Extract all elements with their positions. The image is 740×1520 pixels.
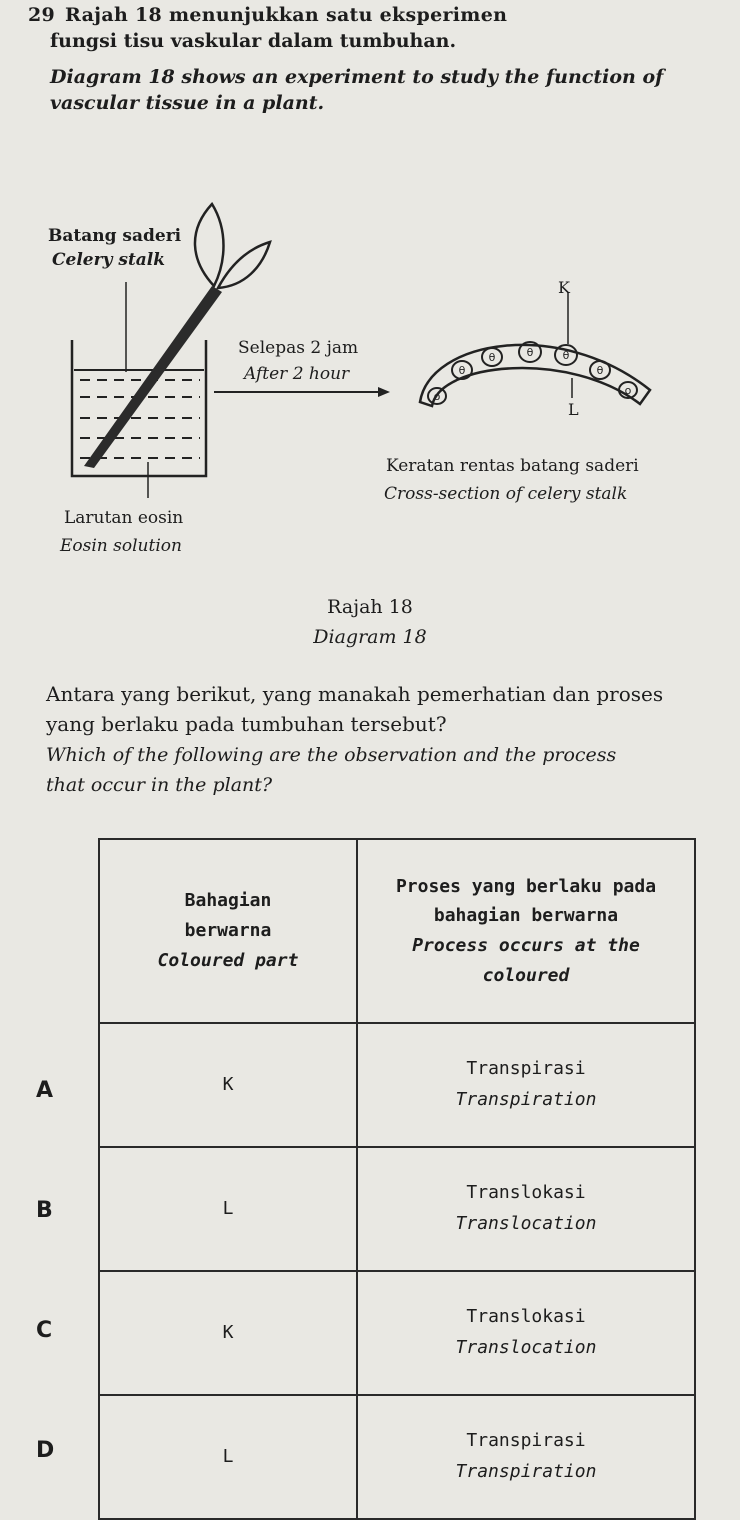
option-a-label[interactable]: A bbox=[36, 1078, 54, 1103]
row-d-process-en: Transpiration bbox=[455, 1461, 597, 1482]
row-a-part: K bbox=[99, 1023, 357, 1147]
arrow-label-ms: Selepas 2 jam bbox=[238, 338, 359, 358]
svg-text:θ: θ bbox=[488, 351, 496, 364]
marker-l: L bbox=[568, 400, 579, 419]
celery-leaves bbox=[195, 204, 270, 288]
option-b-label[interactable]: B bbox=[36, 1198, 53, 1223]
row-a-process-en: Transpiration bbox=[455, 1089, 597, 1110]
header-col1-en: Coloured part bbox=[157, 949, 299, 971]
svg-text:o: o bbox=[433, 390, 441, 403]
row-c-part: K bbox=[99, 1271, 357, 1395]
section-label-ms: Keratan rentas batang saderi bbox=[386, 456, 639, 476]
svg-text:θ: θ bbox=[526, 346, 534, 359]
arrow-label-en: After 2 hour bbox=[244, 364, 350, 384]
stalk-label-ms: Batang saderi bbox=[48, 226, 182, 246]
row-d-process-ms: Transpirasi bbox=[466, 1430, 586, 1452]
header-col2-en-line1: Process occurs at the bbox=[412, 935, 640, 956]
header-col1-ms-line2: berwarna bbox=[184, 920, 272, 942]
row-b-process-en: Translocation bbox=[455, 1213, 597, 1234]
question-ms-line2: yang berlaku pada tumbuhan tersebut? bbox=[46, 712, 447, 736]
table-header-row bbox=[99, 839, 695, 1023]
row-d-process bbox=[357, 1395, 695, 1519]
stalk-label-en: Celery stalk bbox=[52, 250, 166, 270]
header-english-line1: Diagram 18 shows an experiment to study the function of bbox=[50, 66, 664, 88]
header-malay-line1: Rajah 18 menunjukkan satu eksperimen bbox=[65, 4, 508, 26]
svg-text:θ: θ bbox=[458, 364, 466, 377]
row-b-part: L bbox=[99, 1147, 357, 1271]
question-en-line1: Which of the following are the observation and the process bbox=[46, 744, 617, 766]
row-c-process-en: Translocation bbox=[455, 1337, 597, 1358]
header-col2-ms-line1: Proses yang berlaku pada bbox=[395, 875, 657, 897]
header-col1-ms-line1: Bahagian bbox=[184, 890, 272, 912]
header-english-line2: vascular tissue in a plant. bbox=[50, 92, 325, 114]
section-label-en: Cross-section of celery stalk bbox=[384, 484, 628, 504]
answer-table bbox=[98, 838, 696, 1520]
table-row bbox=[99, 1147, 695, 1271]
question-header bbox=[28, 4, 507, 26]
solution-label-ms: Larutan eosin bbox=[64, 508, 184, 528]
celery-cross-section bbox=[420, 292, 650, 406]
question-en-line2: that occur in the plant? bbox=[46, 774, 273, 796]
row-b-process bbox=[357, 1147, 695, 1271]
table-row bbox=[99, 1395, 695, 1519]
header-coloured-part bbox=[99, 839, 357, 1023]
solution-label-en: Eosin solution bbox=[60, 536, 182, 556]
header-col2-ms-line2: bahagian berwarna bbox=[433, 905, 619, 927]
question-number: 29 bbox=[28, 4, 56, 26]
question-ms-line1: Antara yang berikut, yang manakah pemerhatian dan proses bbox=[46, 682, 664, 706]
diagram-caption-en: Diagram 18 bbox=[313, 626, 427, 648]
option-d-label[interactable]: D bbox=[36, 1438, 55, 1463]
diagram-caption-ms: Rajah 18 bbox=[327, 596, 413, 618]
row-c-process-ms: Translokasi bbox=[466, 1306, 586, 1328]
header-malay-line2: fungsi tisu vaskular dalam tumbuhan. bbox=[50, 30, 457, 52]
marker-k: K bbox=[558, 278, 570, 297]
row-c-process bbox=[357, 1271, 695, 1395]
row-b-process-ms: Translokasi bbox=[466, 1182, 586, 1204]
header-col2-en-line2: coloured bbox=[482, 964, 570, 986]
row-a-process-ms: Transpirasi bbox=[466, 1058, 586, 1080]
celery-stalk bbox=[84, 286, 222, 468]
table-row bbox=[99, 1023, 695, 1147]
svg-text:o: o bbox=[624, 384, 632, 397]
header-process bbox=[357, 839, 695, 1023]
arrow-head bbox=[378, 387, 390, 397]
row-a-process bbox=[357, 1023, 695, 1147]
option-c-label[interactable]: C bbox=[36, 1318, 53, 1343]
table-row bbox=[99, 1271, 695, 1395]
svg-text:θ: θ bbox=[596, 364, 604, 377]
svg-text:θ: θ bbox=[562, 349, 570, 362]
row-d-part: L bbox=[99, 1395, 357, 1519]
